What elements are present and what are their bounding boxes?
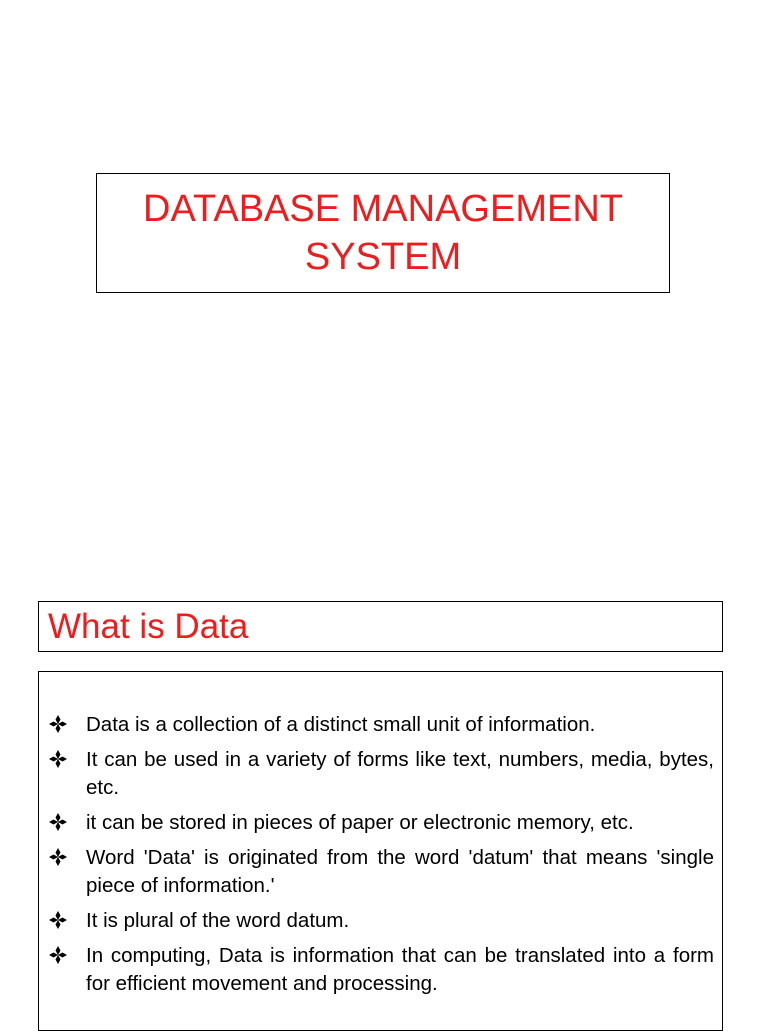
four-diamond-bullet-icon <box>49 946 67 964</box>
section-heading: What is Data <box>48 606 249 646</box>
four-diamond-bullet-icon <box>49 715 67 733</box>
list-item <box>47 942 714 998</box>
four-diamond-bullet-icon <box>49 813 67 831</box>
list-item <box>47 907 714 935</box>
title-line-2: SYSTEM <box>304 236 462 278</box>
page-title <box>143 185 623 281</box>
list-item <box>47 746 714 802</box>
list-item <box>47 844 714 900</box>
title-line-1: DATABASE MANAGEMENT <box>143 188 623 230</box>
bullet-text: Word 'Data' is originated from the word 'datum' that means 'single piece of information.' <box>86 846 714 897</box>
four-diamond-bullet-icon <box>49 750 67 768</box>
four-diamond-bullet-icon <box>49 848 67 866</box>
list-item <box>47 711 714 739</box>
section-heading-box <box>38 601 723 652</box>
list-item <box>47 809 714 837</box>
bullet-text: In computing, Data is information that can be translated into a form for efficient movement and processing. <box>86 944 714 995</box>
four-diamond-bullet-icon <box>49 911 67 929</box>
bullet-text: Data is a collection of a distinct small unit of information. <box>86 713 596 736</box>
bullet-text: it can be stored in pieces of paper or electronic memory, etc. <box>86 811 634 834</box>
bullet-text: It is plural of the word datum. <box>86 909 350 932</box>
title-box <box>96 173 670 293</box>
bullet-list <box>47 711 714 998</box>
bullet-text: It can be used in a variety of forms like text, numbers, media, bytes, etc. <box>86 748 714 799</box>
content-box <box>38 671 723 1031</box>
